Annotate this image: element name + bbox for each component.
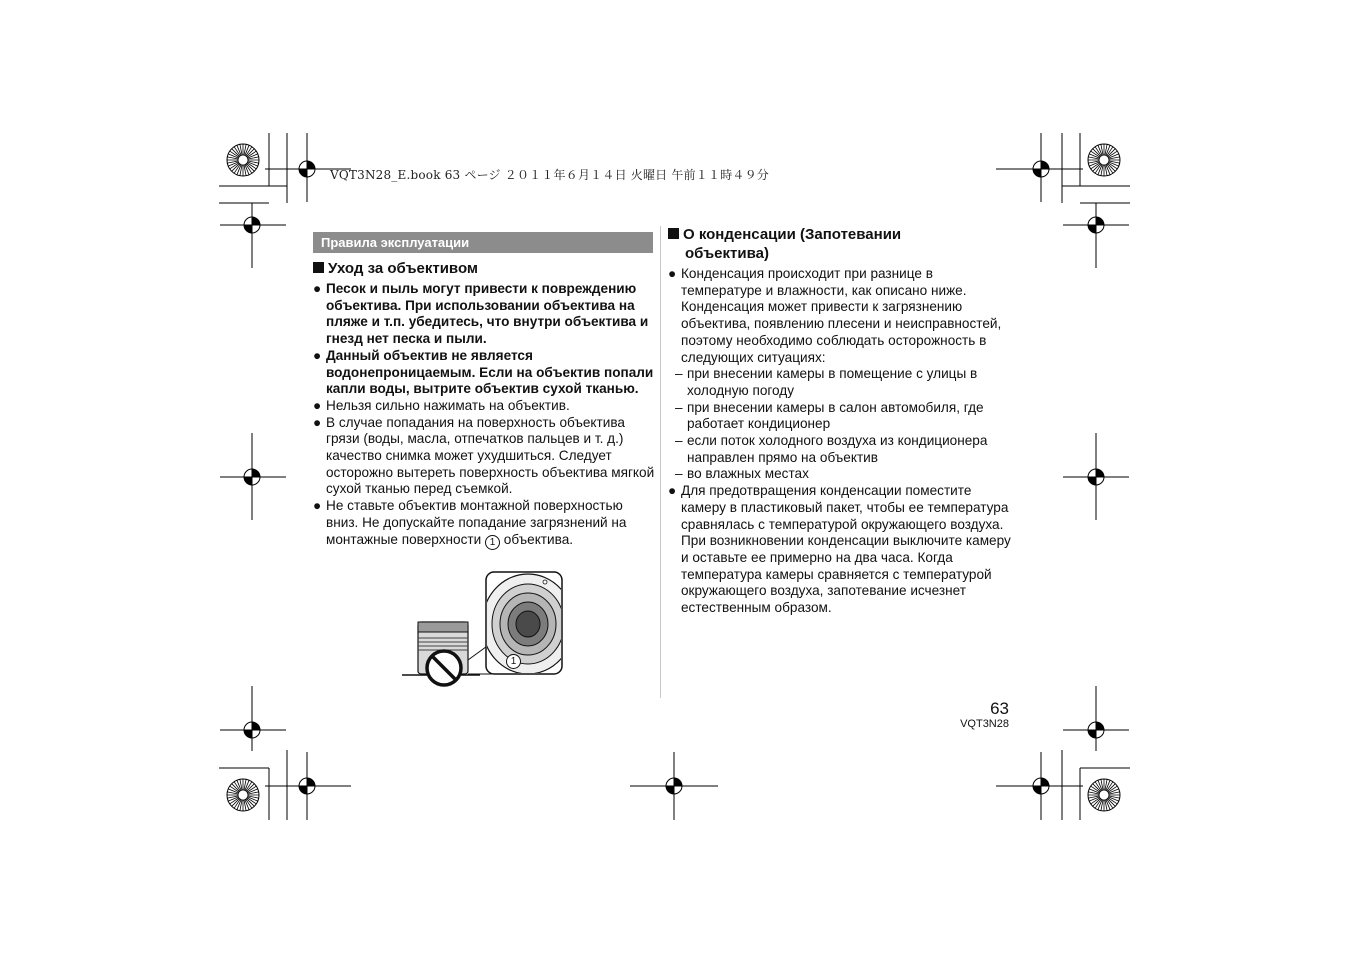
right-column [668,225,1013,617]
list-item-text: Нельзя сильно нажимать на объектив. [326,397,570,413]
condensation-list [668,266,1013,366]
bullet-icon: ● [313,347,322,363]
list-item [668,266,1013,366]
figure-marker: 1 [506,654,521,669]
lens-care-list [313,281,658,498]
dash-item [668,366,1013,399]
dash-icon: – [675,466,683,482]
dash-item [668,400,1013,433]
list-item-text: Данный объектив не является водонепроницаемым. Если на объектив попали капли воды, вытрите объектив сухой тканью. [326,347,654,397]
bullet-icon: ● [313,397,322,413]
list-item [313,498,658,549]
bullet-icon: ● [668,483,677,499]
list-item-text: Не ставьте объектив монтажной поверхностью вниз. Не допускайте попадание загрязнений на монтажные поверхности [326,498,627,547]
lens-care-heading [313,259,658,278]
bullet-icon: ● [313,281,322,296]
dash-item-text: во влажных местах [687,466,809,482]
list-item [668,483,1013,617]
lens-care-list-last [313,498,658,549]
print-info-header: VQT3N28_E.book 63 ページ ２０１１年６月１４日 火曜日 午前１１時４９分 [330,168,769,182]
square-bullet-icon [668,228,679,239]
square-bullet-icon [313,262,324,273]
condensation-heading [668,225,1013,263]
page-number: 63 [990,699,1009,718]
condensation-situations-list [668,366,1013,483]
dash-icon: – [675,399,683,415]
circled-number-marker: 1 [485,535,500,550]
condensation-list-2 [668,483,1013,617]
list-item [313,348,658,398]
list-item-text: В случае попадания на поверхность объектива грязи (воды, масла, отпечатков пальцев и т. д.) качество снимка может ухудшиться. Следует осторожно вытереть поверхность объектива мягкой сухой тканью перед съемкой. [326,414,655,497]
list-item-text: Песок и пыль могут привести к повреждению объектива. При использовании объектива на пляже и т.п. убедитесь, что внутри объектива и гнезд нет песка и пыли. [326,281,649,347]
dash-item-text: если поток холодного воздуха из кондиционера направлен прямо на объектив [687,433,988,465]
left-column [313,259,658,550]
list-item [313,398,658,415]
list-item [313,415,658,499]
lens-mount-illustration [400,568,570,692]
list-item [313,281,658,348]
condensation-heading-line1: О конденсации (Запотевании [683,226,902,243]
document-code: VQT3N28 [960,718,1009,730]
condensation-heading-line2: объектива) [685,245,769,262]
dash-item-text: при внесении камеры в помещение с улицы в холодную погоду [687,366,978,398]
bullet-icon: ● [668,266,677,281]
list-item-text: Конденсация происходит при разнице в температуре и влажности, как описано ниже. Конденсация может привести к загрязнению объектива, появлению плесени и неисправностей, поэтому необходимо соблюдать осторожность в следующих ситуациях: [681,266,1002,365]
bullet-icon: ● [313,414,322,430]
section-title-bar: Правила эксплуатации [313,232,653,253]
dash-item [668,433,1013,466]
dash-item-text: при внесении камеры в салон автомобиля, где работает кондиционер [687,399,984,432]
bullet-icon: ● [313,498,322,514]
dash-icon: – [675,433,683,449]
dash-icon: – [675,366,683,382]
column-divider [660,226,661,698]
lens-care-heading-text: Уход за объективом [328,260,479,277]
list-item-text-end: объектива. [499,531,574,547]
dash-item [668,466,1013,483]
list-item-text: Для предотвращения конденсации поместите камеру в пластиковый пакет, чтобы ее температура сравнялась с температурой окружающего воздуха. При возникновении конденсации выключите камеру и оставьте ее примерно на два часа. Когда температура камеры сравняется с температурой окружающего воздуха, запотевание исчезнет естественным образом. [681,483,1011,616]
